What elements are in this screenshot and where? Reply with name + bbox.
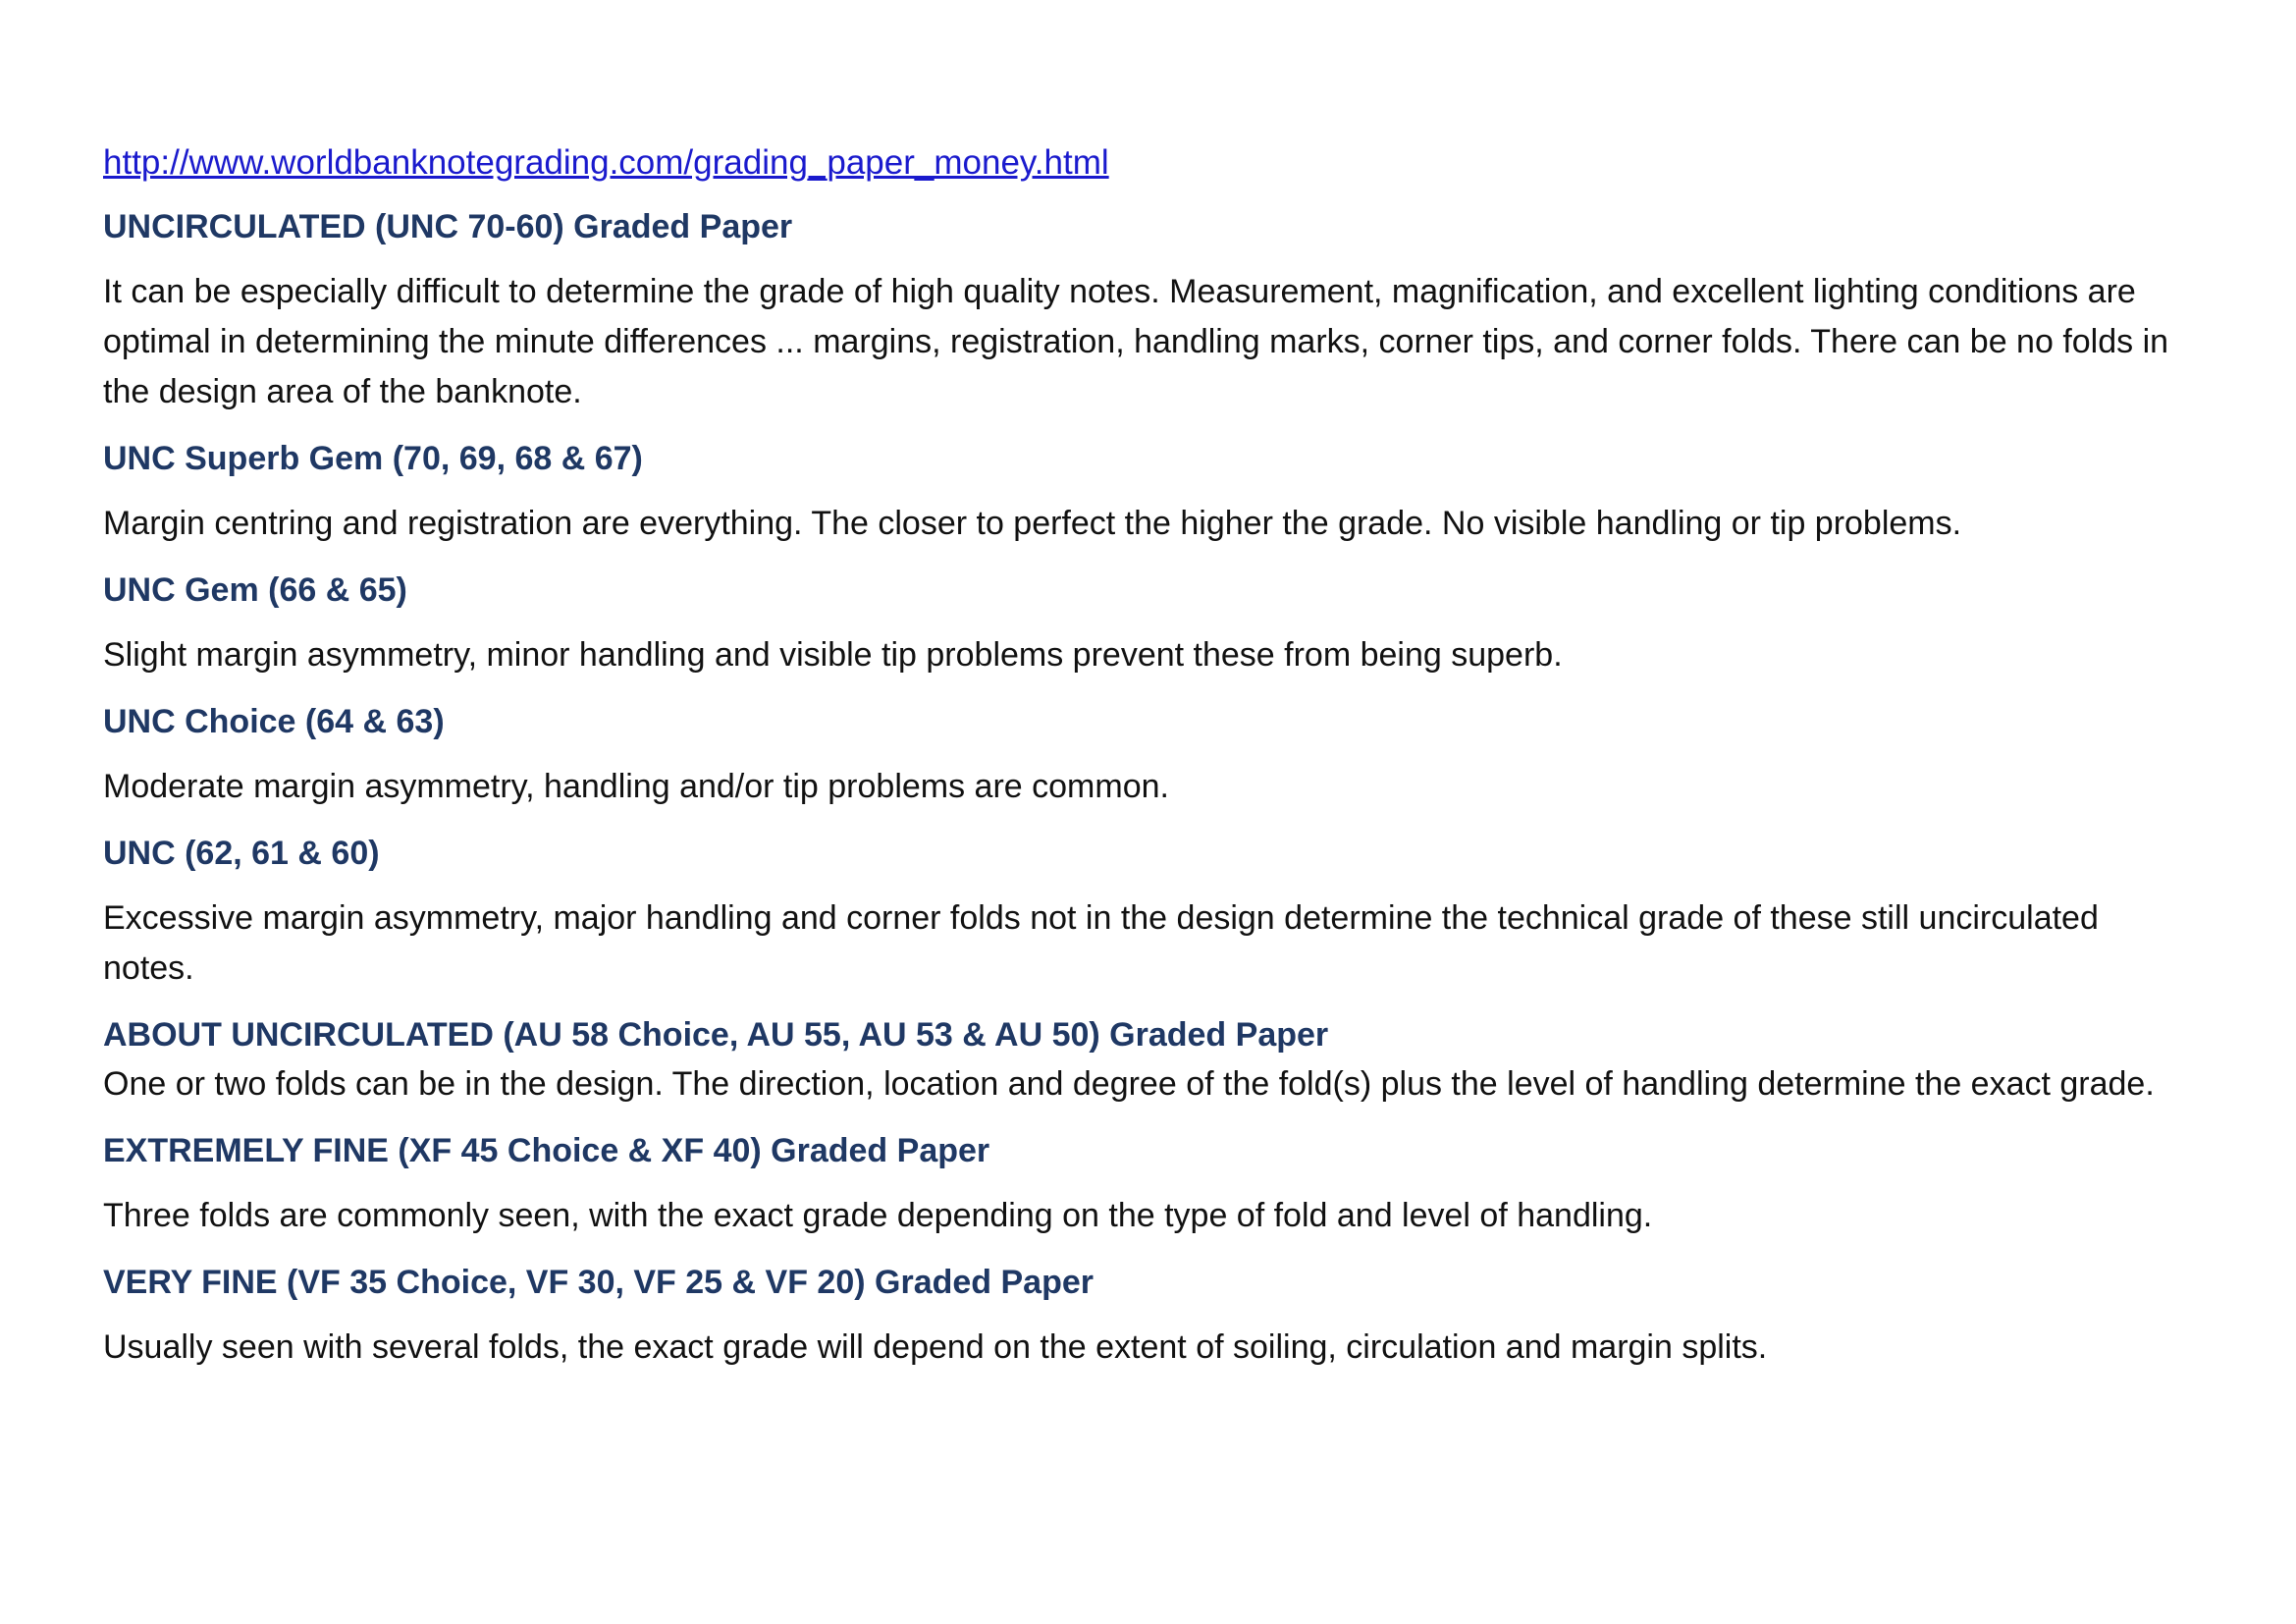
text-uncirculated: It can be especially difficult to determine the grade of high quality notes. Measurement, magnification, and excellent lighting conditions are optimal in determining the minute differences ... margins, registration, handling marks, corner tips, and corner folds. There can be no folds in the design area of the banknote. [103,273,2169,410]
heading-very-fine: VERY FINE (VF 35 Choice, VF 30, VF 25 & VF 20) Graded Paper [103,1264,1094,1301]
source-link[interactable]: http://www.worldbanknotegrading.com/grading_paper_money.html [103,143,1109,182]
heading-about-uncirculated: ABOUT UNCIRCULATED (AU 58 Choice, AU 55, AU 53 & AU 50) Graded Paper [103,1016,1329,1054]
heading-uncirculated: UNCIRCULATED (UNC 70-60) Graded Paper [103,208,793,245]
text-unc-choice: Moderate margin asymmetry, handling and/or tip problems are common. [103,768,1169,805]
heading-unc-gem: UNC Gem (66 & 65) [103,571,407,609]
heading-extremely-fine: EXTREMELY FINE (XF 45 Choice & XF 40) Graded Paper [103,1132,990,1169]
text-about-uncirculated: One or two folds can be in the design. The direction, location and degree of the fold(s) plus the level of handling determine the exact grade. [103,1065,2155,1103]
text-extremely-fine: Three folds are commonly seen, with the exact grade depending on the type of fold and level of handling. [103,1197,1653,1234]
text-unc-superb-gem: Margin centring and registration are everything. The closer to perfect the higher the grade. No visible handling or tip problems. [103,505,1962,542]
heading-unc-choice: UNC Choice (64 & 63) [103,703,445,740]
document-page [103,137,2194,1373]
heading-unc-superb-gem: UNC Superb Gem (70, 69, 68 & 67) [103,440,643,477]
heading-unc: UNC (62, 61 & 60) [103,835,380,872]
text-unc: Excessive margin asymmetry, major handling and corner folds not in the design determine the technical grade of these still uncirculated notes. [103,899,2099,987]
text-unc-gem: Slight margin asymmetry, minor handling and visible tip problems prevent these from being superb. [103,636,1563,674]
text-very-fine: Usually seen with several folds, the exact grade will depend on the extent of soiling, circulation and margin splits. [103,1328,1768,1366]
